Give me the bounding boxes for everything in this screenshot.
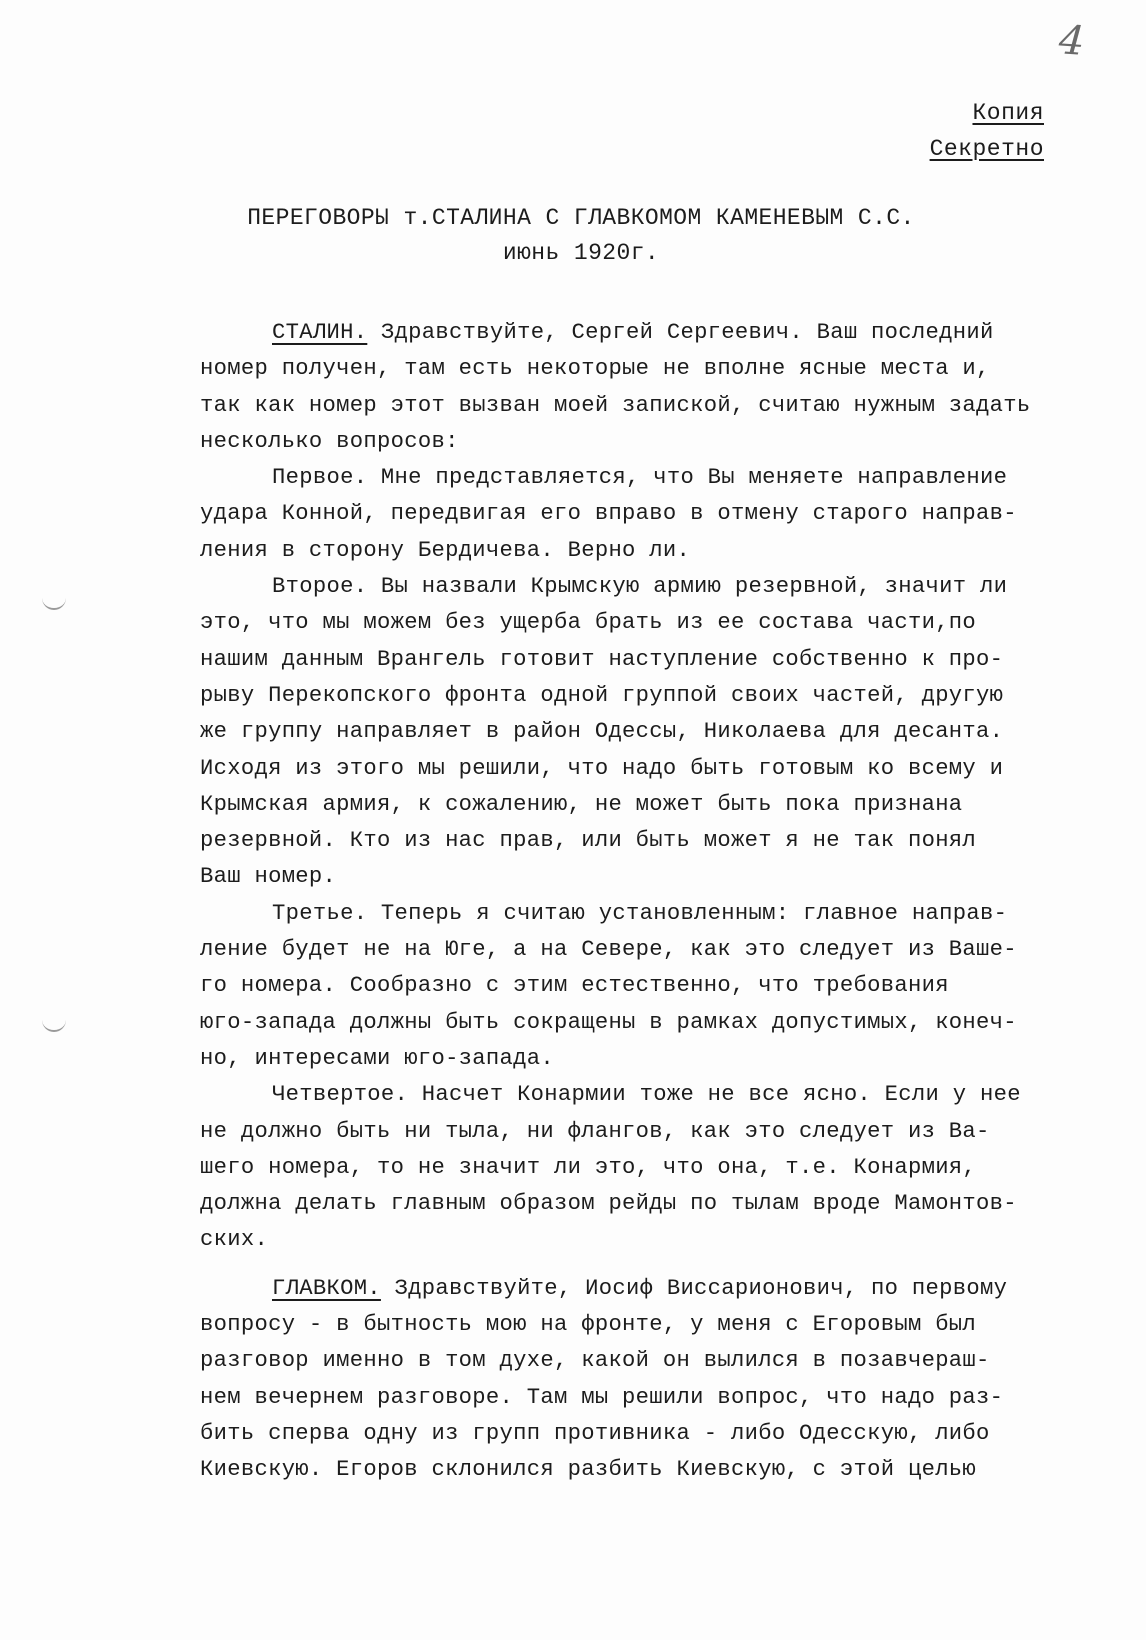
text-line: Здравствуйте, Иосиф Виссарионович, по первому (380, 1275, 1008, 1301)
paragraph-fourth-question (200, 1077, 1125, 1258)
document-body (200, 315, 1125, 1489)
text-line: шего номера, то не значит ли это, что она, т.е. Конармия, (200, 1154, 977, 1180)
text-line: Здравствуйте, Сергей Сергеевич. Ваш последний (367, 320, 994, 345)
text-line: бить сперва одну из групп противника - либо Одесскую, либо (200, 1420, 990, 1446)
text-line: так как номер этот вызван моей запиской, считаю нужным задать (200, 392, 1031, 418)
text-line: Киевскую. Егоров склонился разбить Киевскую, с этой целью (200, 1457, 977, 1483)
text-line: вопросу - в бытность мою на фронте, у меня с Егоровым был (200, 1312, 977, 1338)
text-line: разговор именно в том духе, какой он вылился в позавчераш- (200, 1348, 990, 1374)
text-line: номер получен, там есть некоторые не вполне ясные места и, (200, 356, 990, 382)
document-date: июнь 1920г. (502, 240, 660, 266)
text-line: Второе. Вы назвали Крымскую армию резервной, значит ли (272, 574, 1008, 600)
text-line: же группу направляет в район Одессы, Николаева для десанта. (200, 719, 1004, 745)
text-line: го номера. Сообразно с этим естественно, что требования (200, 973, 949, 999)
text-line: юго-запада должны быть сокращены в рамках допустимых, конеч- (200, 1009, 1017, 1035)
text-line: нем вечернем разговоре. Там мы решили вопрос, что надо раз- (200, 1384, 1004, 1410)
text-line: нашим данным Врангель готовит наступление собственно к про- (200, 646, 1004, 672)
text-line: удара Конной, передвигая его вправо в отмену старого направ- (200, 501, 1017, 527)
text-line: ление будет не на Юге, а на Севере, как это следует из Ваше- (200, 937, 1017, 963)
text-line: Третье. Теперь я считаю установленным: главное направ- (272, 900, 1008, 926)
text-line: Исходя из этого мы решили, что надо быть готовым ко всему и (200, 755, 1004, 781)
document-title: ПЕРЕГОВОРЫ т.СТАЛИНА С ГЛАВКОМОМ КАМЕНЕВЫМ С.С. (247, 205, 915, 231)
copy-mark: Копия (972, 100, 1044, 126)
text-line: Крымская армия, к сожалению, не может быть пока признана (200, 791, 963, 817)
paragraph-stalin-greeting (200, 315, 1125, 460)
text-line: не должно быть ни тыла, ни флангов, как это следует из Ва- (200, 1118, 990, 1144)
paragraph-second-question (200, 569, 1125, 896)
paragraph-third-question (200, 896, 1125, 1077)
text-line: несколько вопросов: (200, 428, 459, 454)
text-line: резервной. Кто из нас прав, или быть может я не так понял (200, 828, 977, 854)
secret-mark: Секретно (929, 136, 1044, 162)
text-line: рыву Перекопского фронта одной группой своих частей, другую (200, 682, 1004, 708)
speaker-label: СТАЛИН. (272, 320, 368, 345)
text-line: но, интересами юго-запада. (200, 1045, 554, 1071)
text-line: ских. (200, 1227, 269, 1253)
speaker-label: ГЛАВКОМ. (272, 1275, 381, 1301)
text-line: Первое. Мне представляется, что Вы меняете направление (272, 465, 1008, 491)
text-line: должна делать главным образом рейды по тылам вроде Мамонтов- (200, 1191, 1017, 1217)
handwritten-page-number: 4 (1056, 17, 1086, 65)
paragraph-first-question (200, 460, 1125, 569)
text-line: это, что мы можем без ущерба брать из ее состава части,по (200, 610, 977, 636)
text-line: Ваш номер. (200, 864, 337, 890)
punch-hole-mark (42, 598, 66, 610)
paragraph-glavkom-reply (200, 1271, 1125, 1489)
punch-hole-mark (42, 1020, 66, 1032)
text-line: ления в сторону Бердичева. Верно ли. (200, 537, 691, 563)
text-line: Четвертое. Насчет Конармии тоже не все ясно. Если у нее (272, 1082, 1021, 1108)
